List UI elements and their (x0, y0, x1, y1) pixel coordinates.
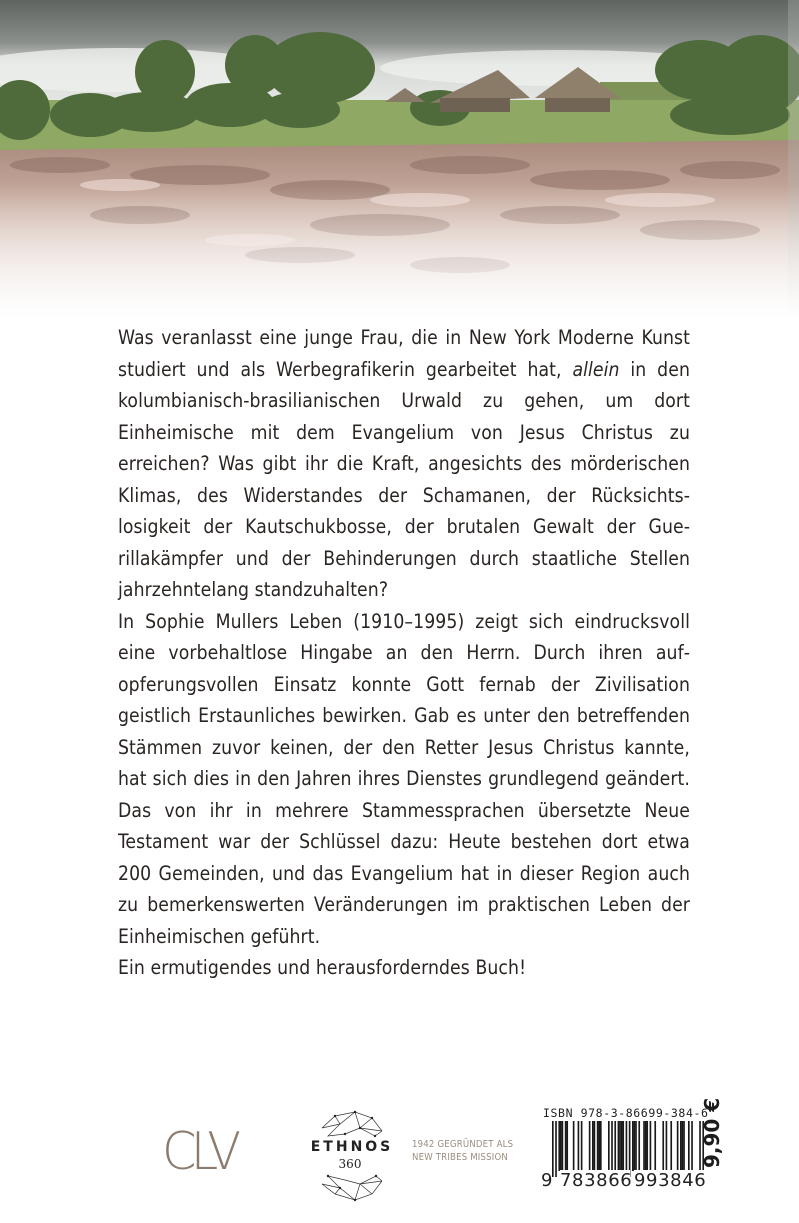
barcode-bar (635, 1121, 637, 1171)
back-cover-blurb (118, 322, 690, 984)
barcode-bar (592, 1121, 594, 1171)
jungle-village-photo (0, 0, 799, 320)
barcode-bar (597, 1121, 599, 1171)
barcode-bar (614, 1121, 616, 1171)
blurb-paragraph-3: Ein ermutigendes und herausforderndes Buch! (118, 956, 527, 979)
barcode-bar (683, 1121, 685, 1171)
clv-logo: CLV (162, 1122, 236, 1182)
ean-left-group: 783866 (560, 1170, 633, 1191)
barcode-bar (646, 1121, 648, 1171)
barcode-bar (608, 1121, 610, 1171)
barcode-bar (552, 1121, 554, 1177)
barcode-bar (650, 1121, 652, 1171)
barcode-bar (662, 1121, 664, 1171)
price-label: 9,90 € (700, 1097, 724, 1168)
barcode-bar (645, 1121, 647, 1171)
barcode-bar (558, 1121, 560, 1171)
ean-right-group: 993846 (634, 1170, 707, 1191)
barcode-bar (622, 1121, 624, 1171)
barcode-bar (670, 1121, 672, 1171)
barcode-bar (600, 1121, 602, 1171)
ean-first-digit: 9 (541, 1170, 553, 1191)
ean-barcode (552, 1121, 704, 1177)
spine-edge (788, 0, 799, 320)
barcode-bar (619, 1121, 621, 1171)
barcode-bar (632, 1121, 634, 1171)
barcode-bar (654, 1121, 656, 1171)
blurb-p1-text-b: in den kolumbianisch-brasilianischen Urwald zu gehen, um dort Einheimische mit dem Evangelium von Jesus Christus zu erreichen? Was gibt ihr die Kraft, angesichts des mörderischen Klimas, des Widerstandes der Schamanen, der Rücksichtslosigkeit der Kautschukbosse, der brutalen Gewalt der Guerillakämpfer und der Behinderungen durch staatliche Stellen jahrzehntelang standzuhalten? (118, 357, 691, 601)
barcode-bar (688, 1121, 690, 1171)
barcode-bar (680, 1121, 682, 1171)
barcode-bar (555, 1121, 557, 1177)
barcode-bar (562, 1121, 564, 1171)
barcode-bar (677, 1121, 679, 1171)
blurb-paragraph-1 (118, 322, 690, 606)
barcode-bar (621, 1121, 623, 1171)
barcode-bar (578, 1121, 580, 1171)
barcode-bar (629, 1121, 631, 1177)
barcode-bar (573, 1121, 575, 1171)
blurb-p1-italic: allein (572, 357, 620, 381)
blurb-paragraph-2: In Sophie Mullers Leben (1910–1995) zeigt sich eindrucksvoll eine vorbehaltlose Hingabe an den Herrn. Durch ihren aufopferungsvollen Einsatz konnte Gott fernab der Zivilisation geistlich Erstaunliches bewirken. Gab es unter den betreffenden Stämmen zuvor keinen, der den Retter Jesus Christus kannte, hat sich dies in den Jahren ihres Dienstes grundlegend geändert. Das von ihr in mehrere Stammessprachen übersetzte Neue Testament war der Schlüssel dazu: Heute bestehen dort etwa 200 Gemeinden, und das Evangelium hat in dieser Region auch zu bemerkenswerten Veränderungen im praktischen Leben der Einheimischen geführt. (118, 609, 690, 948)
barcode-bar (581, 1121, 583, 1171)
barcode-bar (666, 1121, 668, 1171)
barcode-bar (638, 1121, 640, 1171)
ethnos-number: 360 (338, 1157, 362, 1171)
ethnos-tagline-line-2: NEW TRIBES MISSION (412, 1152, 509, 1163)
blurb-p1-text-a: Was veranlasst eine junge Frau, die in New York Moderne Kunst studiert und als Werbegrafikerin gearbeitet hat, (118, 326, 690, 381)
barcode-bar (594, 1121, 596, 1171)
barcode-bar (691, 1121, 693, 1171)
barcode-bar (565, 1121, 567, 1171)
barcode-bar (682, 1121, 684, 1171)
cover-photo (0, 0, 799, 320)
barcode-bar (611, 1121, 613, 1171)
barcode-bar (566, 1121, 568, 1171)
ethnos-tagline-line-1: 1942 GEGRÜNDET ALS (412, 1139, 514, 1150)
barcode-bar (598, 1121, 600, 1171)
barcode-bar (643, 1121, 645, 1171)
barcode-bar (634, 1121, 636, 1171)
ethnos-globe-icon (300, 1106, 400, 1206)
barcode-bar (626, 1121, 628, 1177)
barcode-bar (618, 1121, 620, 1171)
ethnos-wordmark: ETHNOS (310, 1139, 394, 1155)
barcode-bar (560, 1121, 562, 1171)
barcode-bar (589, 1121, 591, 1171)
ethnos-tagline (412, 1138, 522, 1164)
isbn-label: ISBN 978-3-86699-384-6 (543, 1106, 709, 1120)
